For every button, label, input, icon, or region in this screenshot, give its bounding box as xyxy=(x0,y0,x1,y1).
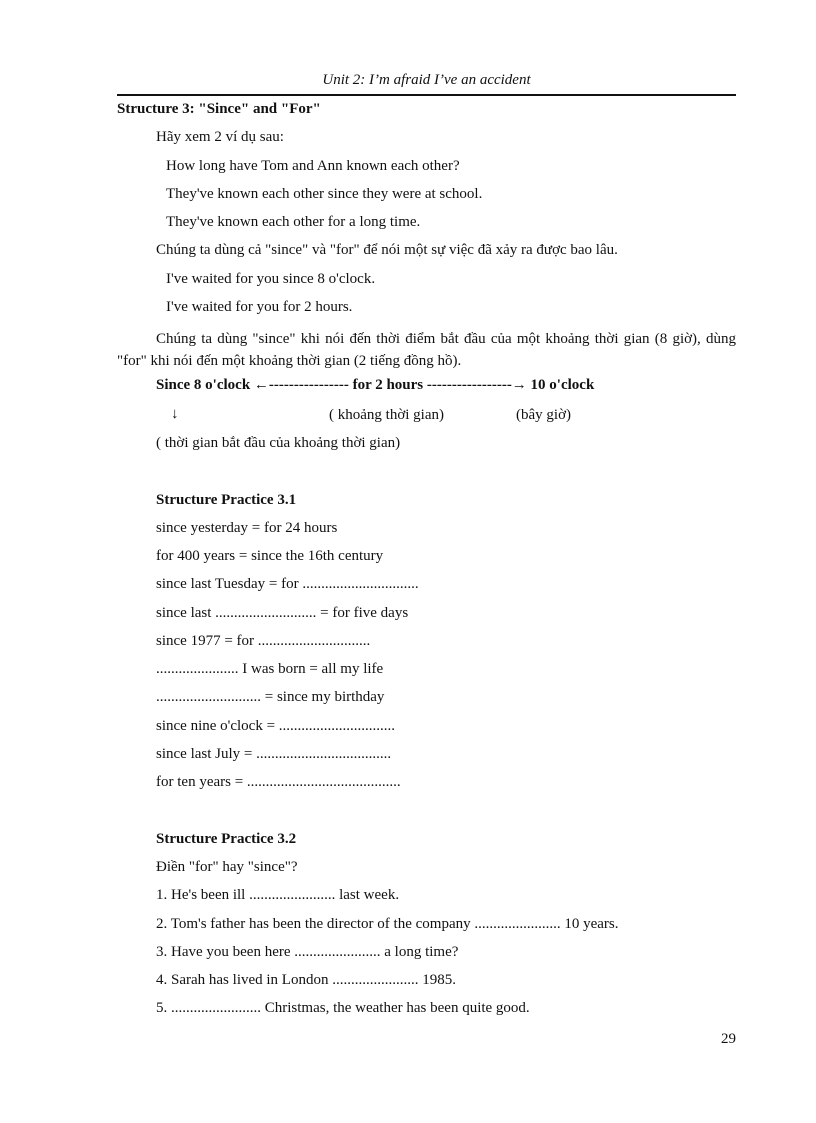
practice31-item: since last July = .................................... xyxy=(156,746,392,762)
practice32-item: 1. He's been ill ....................... last week. xyxy=(156,887,400,903)
timeline-start-label: ( thời gian bắt đầu của khoảng thời gian) xyxy=(156,435,401,451)
practice32-heading: Structure Practice 3.2 xyxy=(156,831,297,847)
practice31-heading: Structure Practice 3.1 xyxy=(156,492,297,508)
practice31-item: since 1977 = for .............................. xyxy=(156,633,371,649)
timeline-now-label: (bây giờ) xyxy=(516,407,571,423)
example-sentence: I've waited for you for 2 hours. xyxy=(166,299,353,315)
structure3-explanation-2: Chúng ta dùng "since" khi nói đến thời điểm bắt đầu của một khoảng thời gian (8 giờ), dùng "for" khi nói đến một khoảng thời gian (2 tiếng đồng hồ). xyxy=(117,331,736,369)
practice31-item: ............................ = since my birthday xyxy=(156,689,385,705)
example-sentence: They've known each other since they were at school. xyxy=(166,186,483,202)
practice31-item: ...................... I was born = all my life xyxy=(156,661,384,677)
practice32-item: 2. Tom's father has been the director of the company ....................... 10 years. xyxy=(156,916,619,932)
practice32-item: 4. Sarah has lived in London ....................... 1985. xyxy=(156,972,456,988)
running-header: Unit 2: I’m afraid I’ve an accident xyxy=(322,72,531,88)
structure3-heading: Structure 3: "Since" and "For" xyxy=(117,101,321,117)
practice31-item: for ten years = ......................................... xyxy=(156,774,401,790)
practice31-item: since last ........................... = for five days xyxy=(156,605,409,621)
practice32-item: 5. ........................ Christmas, the weather has been quite good. xyxy=(156,1000,530,1016)
header-divider xyxy=(117,94,736,96)
practice32-instruction: Điền "for" hay "since"? xyxy=(156,859,298,875)
example-sentence: How long have Tom and Ann known each other? xyxy=(166,158,460,174)
structure3-intro: Hãy xem 2 ví dụ sau: xyxy=(156,129,284,145)
practice32-item: 3. Have you been here ....................... a long time? xyxy=(156,944,459,960)
practice31-item: for 400 years = since the 16th century xyxy=(156,548,384,564)
down-arrow-icon: ↓ xyxy=(171,406,179,422)
example-sentence: I've waited for you since 8 o'clock. xyxy=(166,271,376,287)
practice31-item: since yesterday = for 24 hours xyxy=(156,520,338,536)
timeline-line: Since 8 o'clock ←---------------- for 2 hours -----------------→ 10 o'clock xyxy=(156,377,595,393)
structure3-explanation-1: Chúng ta dùng cả "since" và "for" để nói một sự việc đã xảy ra được bao lâu. xyxy=(156,242,618,258)
practice31-item: since last Tuesday = for ............................... xyxy=(156,576,419,592)
page-number: 29 xyxy=(721,1031,736,1047)
practice31-item: since nine o'clock = ............................... xyxy=(156,718,396,734)
example-sentence: They've known each other for a long time. xyxy=(166,214,421,230)
timeline-duration-label: ( khoảng thời gian) xyxy=(329,407,444,423)
